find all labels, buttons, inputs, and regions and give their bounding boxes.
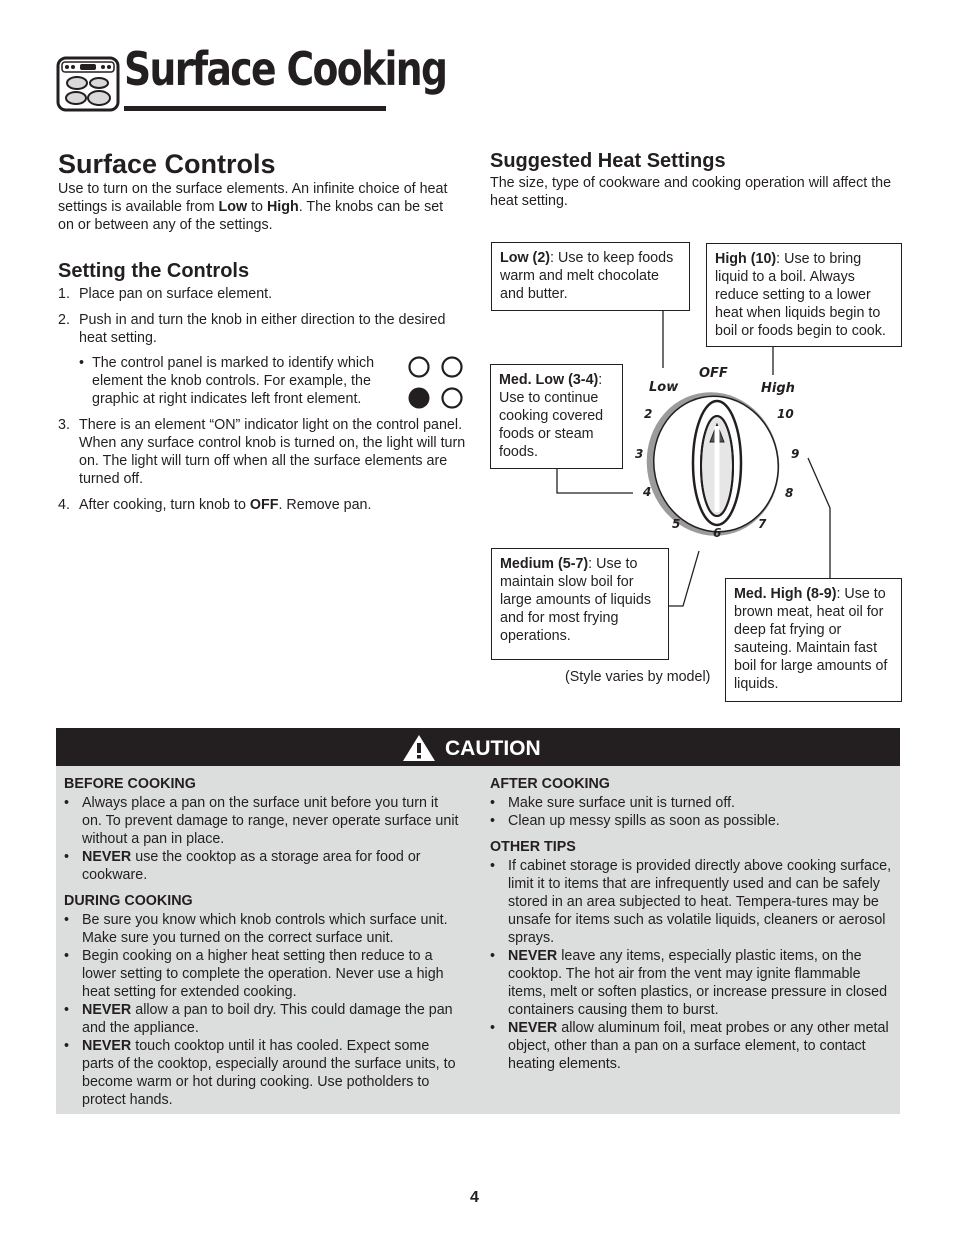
knob-setting-9: 9 bbox=[791, 447, 800, 461]
bullet-dot: • bbox=[64, 912, 70, 928]
bullet-dot: • bbox=[490, 858, 496, 874]
bullet-dot: • bbox=[490, 1020, 496, 1036]
text-run: Begin cooking on a higher heat setting then reduce to a lower setting to complete the operation. Never use a high heat setting for extended cooking. bbox=[82, 948, 444, 1000]
during-cooking-list bbox=[64, 911, 459, 1109]
bold-text: High bbox=[266, 199, 299, 215]
bold-text: Low (2) bbox=[500, 250, 551, 266]
text-run: Make sure surface unit is turned off. bbox=[508, 795, 736, 811]
bold-text: NEVER bbox=[508, 948, 558, 964]
text-run: : Use to keep foods warm and melt chocolate and butter. bbox=[500, 250, 674, 302]
med-high-setting-box bbox=[725, 578, 902, 702]
before-cooking-title: BEFORE COOKING bbox=[64, 776, 196, 792]
bullet-dot: • bbox=[64, 948, 70, 964]
caution-item bbox=[64, 911, 459, 947]
bold-text: Med. Low (3-4) bbox=[499, 372, 599, 388]
text-run: : Use to maintain slow boil for large amounts of liquids and for most frying operations. bbox=[500, 556, 651, 644]
suggested-heat-heading: Suggested Heat Settings bbox=[490, 150, 726, 172]
caution-item bbox=[64, 794, 459, 848]
knob-setting-10: 10 bbox=[777, 407, 794, 421]
knob-setting-8: 8 bbox=[785, 486, 794, 500]
bullet-dot: • bbox=[79, 355, 85, 371]
text-run: After cooking, turn knob to bbox=[79, 497, 250, 513]
knob-setting-4: 4 bbox=[643, 485, 652, 499]
cooktop-icon bbox=[56, 56, 120, 112]
step-number: 3. bbox=[58, 417, 70, 433]
step-number: 1. bbox=[58, 286, 70, 302]
text-run: Be sure you know which knob controls which surface unit. Make sure you turned on the correct surface unit. bbox=[82, 912, 448, 946]
bold-text: OFF bbox=[249, 497, 279, 513]
caution-item bbox=[64, 1001, 459, 1037]
text-run: If cabinet storage is provided directly above cooking surface, limit it to items that are infrequently used and can be safely stored in an area subjected to heat. Tempera-tures may be unsafe for items such as volatile liquids, cleaners or aerosol sprays. bbox=[508, 858, 892, 946]
caution-item bbox=[64, 848, 459, 884]
step-number: 4. bbox=[58, 497, 70, 513]
other-tips-title: OTHER TIPS bbox=[490, 839, 576, 855]
sub-bullet-text: The control panel is marked to identify which element the knob controls. For example, the graphic at right indicates left front element. bbox=[92, 355, 375, 407]
warning-triangle-icon bbox=[401, 733, 437, 763]
medium-setting-box bbox=[491, 548, 669, 660]
knob-setting-7: 7 bbox=[758, 517, 767, 531]
text-run: touch cooktop until it has cooled. Expect some parts of the cooktop, especially around the surface units, to become warm or hot during cooking. Use potholders to protect hands. bbox=[82, 1038, 456, 1108]
text-run: use the cooktop as a storage area for food or cookware. bbox=[82, 849, 421, 883]
bullet-dot: • bbox=[64, 795, 70, 811]
before-cooking-list bbox=[64, 794, 459, 884]
knob-setting-6: 6 bbox=[713, 526, 722, 540]
caution-item bbox=[490, 812, 895, 830]
page-number: 4 bbox=[470, 1189, 479, 1206]
page-title: Surface Cooking bbox=[124, 42, 447, 96]
bold-text: Med. High (8-9) bbox=[734, 586, 837, 602]
bullet-dot: • bbox=[490, 948, 496, 964]
text-run: : Use to continue cooking covered foods or steam foods. bbox=[499, 372, 604, 460]
setting-step bbox=[58, 416, 468, 488]
other-tips-list bbox=[490, 857, 895, 1073]
med-low-setting-box bbox=[490, 364, 623, 469]
step-sub-bullet bbox=[58, 354, 392, 408]
knob-setting-2: 2 bbox=[644, 407, 653, 421]
setting-step bbox=[58, 285, 468, 303]
title-underline bbox=[124, 106, 386, 111]
caution-item bbox=[490, 794, 895, 812]
caution-item bbox=[490, 1019, 895, 1073]
text-run: Always place a pan on the surface unit before you turn it on. To prevent damage to range, never operate surface unit without a pan in place. bbox=[82, 795, 459, 847]
low-setting-box bbox=[491, 242, 690, 311]
bold-text: Medium (5-7) bbox=[500, 556, 589, 572]
bold-text: NEVER bbox=[82, 1038, 132, 1054]
suggested-heat-intro: The size, type of cookware and cooking operation will affect the heat setting. bbox=[490, 175, 892, 209]
text-run: . The knobs can be set on or between any of the settings. bbox=[58, 199, 444, 233]
text-run: Use to turn on the surface elements. An infinite choice of heat settings is available from bbox=[58, 181, 448, 215]
caution-item bbox=[64, 947, 459, 1001]
caution-left-column bbox=[64, 775, 459, 1109]
text-run: : Use to bring liquid to a boil. Always reduce setting to a lower heat when liquids begin to boil or foods begin to cook. bbox=[715, 251, 886, 339]
setting-step bbox=[58, 496, 468, 514]
caution-label: CAUTION bbox=[445, 737, 541, 760]
knob-setting-5: 5 bbox=[672, 517, 681, 531]
step-number: 2. bbox=[58, 312, 70, 328]
bullet-dot: • bbox=[490, 795, 496, 811]
element-indicator-icon bbox=[406, 356, 466, 410]
bold-text: High (10) bbox=[715, 251, 777, 267]
caution-item bbox=[490, 857, 895, 947]
high-setting-box bbox=[706, 243, 902, 347]
after-cooking-title: AFTER COOKING bbox=[490, 776, 610, 792]
text-run: to bbox=[247, 199, 267, 215]
text-run: Clean up messy spills as soon as possible. bbox=[508, 813, 780, 829]
text-run: : Use to brown meat, heat oil for deep fat frying or sauteing. Maintain fast boil for large amounts of liquids. bbox=[734, 586, 888, 692]
bold-text: NEVER bbox=[82, 1002, 132, 1018]
text-run: Place pan on surface element. bbox=[79, 286, 273, 302]
bullet-dot: • bbox=[64, 1002, 70, 1018]
knob-setting-3: 3 bbox=[635, 447, 644, 461]
bullet-dot: • bbox=[490, 813, 496, 829]
bold-text: NEVER bbox=[82, 849, 132, 865]
text-run: There is an element “ON” indicator light on the control panel. When any surface control knob is turned on, the light will turn on. The light will turn off when all the surface elements are turned off. bbox=[79, 417, 466, 487]
bold-text: NEVER bbox=[508, 1020, 558, 1036]
surface-controls-intro bbox=[58, 180, 458, 234]
caution-right-column bbox=[490, 775, 895, 1073]
caution-item bbox=[490, 947, 895, 1019]
bold-text: Low bbox=[218, 199, 248, 215]
caution-item bbox=[64, 1037, 459, 1109]
bullet-dot: • bbox=[64, 1038, 70, 1054]
knob-off-label: OFF bbox=[699, 366, 728, 381]
style-note: (Style varies by model) bbox=[565, 669, 711, 685]
text-run: allow aluminum foil, meat probes or any other metal object, other than a pan on a surface element, to contact heating elements. bbox=[508, 1020, 889, 1072]
knob-low-label: Low bbox=[649, 380, 679, 395]
text-run: allow a pan to boil dry. This could damage the pan and the appliance. bbox=[82, 1002, 453, 1036]
after-cooking-list bbox=[490, 794, 895, 830]
surface-controls-heading: Surface Controls bbox=[58, 149, 276, 179]
text-run: Push in and turn the knob in either direction to the desired heat setting. bbox=[79, 312, 446, 346]
during-cooking-title: DURING COOKING bbox=[64, 893, 193, 909]
text-run: leave any items, especially plastic items, on the cooktop. The hot air from the vent may ignite flammable items, melt or soften plastics, or increase pressure in closed containers causing them to burst. bbox=[508, 948, 888, 1018]
bullet-dot: • bbox=[64, 849, 70, 865]
knob-high-label: High bbox=[761, 381, 795, 396]
text-run: . Remove pan. bbox=[278, 497, 372, 513]
setting-controls-heading: Setting the Controls bbox=[58, 260, 250, 282]
